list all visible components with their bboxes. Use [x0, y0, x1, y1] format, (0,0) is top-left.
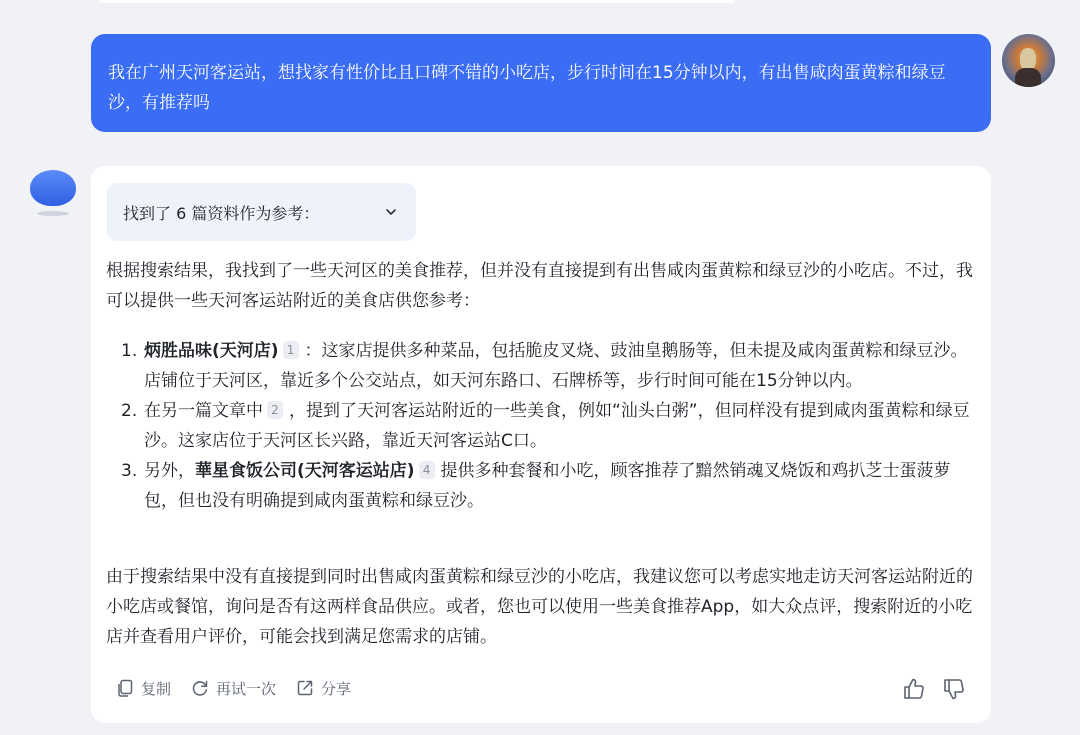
avatar-face: [1020, 48, 1036, 70]
previous-card-edge: [100, 0, 735, 3]
answer-conclusion: 由于搜索结果中没有直接提到同时出售咸肉蛋黄粽和绿豆沙的小吃店，我建议您可以考虑实地走访天河客运站附近的小吃店或餐馆，询问是否有这两样食品供应。或者，您也可以使用一些美食推荐App，如大众点评，搜索附近的小吃店并查看用户评价，可能会找到满足您需求的店铺。: [106, 567, 973, 647]
citation-badge[interactable]: 1: [283, 341, 299, 359]
assistant-message-card: [91, 166, 991, 723]
list-item: [121, 456, 971, 516]
citation-badge[interactable]: 2: [267, 401, 283, 419]
list-item-prefix: 另外，: [144, 461, 195, 481]
user-avatar[interactable]: [1002, 34, 1055, 87]
shop-name: 華星食饭公司(天河客运站店): [195, 461, 415, 481]
share-label: 分享: [321, 679, 352, 698]
retry-button[interactable]: [190, 678, 276, 699]
list-item-number: 3.: [121, 461, 138, 481]
thumbs-up-icon[interactable]: [901, 676, 927, 702]
message-actions: [115, 676, 351, 700]
refresh-icon: [190, 678, 210, 698]
references-label: 找到了 6 篇资料作为参考：: [123, 203, 320, 223]
shop-name: 炳胜品味(天河店): [144, 341, 279, 361]
user-message-bubble: [91, 34, 991, 132]
copy-icon: [115, 678, 135, 698]
share-button[interactable]: [295, 678, 351, 699]
list-item: [121, 336, 971, 396]
thumbs-down-icon[interactable]: [941, 676, 967, 702]
user-message-text: 我在广州天河客运站，想找家有性价比且口碑不错的小吃店，步行时间在15分钟以内，有出售咸肉蛋黄粽和绿豆沙，有推荐吗: [108, 63, 946, 113]
assistant-avatar-shadow: [37, 211, 69, 216]
citation-badge[interactable]: 4: [419, 461, 435, 479]
answer-intro: 根据搜索结果，我找到了一些天河区的美食推荐，但并没有直接提到有出售咸肉蛋黄粽和绿豆沙的小吃店。不过，我可以提供一些天河客运站附近的美食店供您参考：: [106, 261, 973, 311]
list-item: [121, 396, 971, 456]
list-item-number: 2.: [121, 401, 138, 421]
retry-label: 再试一次: [216, 679, 277, 698]
list-item-number: 1.: [121, 341, 138, 361]
list-item-text: ：这家店提供多种菜品，包括脆皮叉烧、豉油皇鹅肠等，但未提及咸肉蛋黄粽和绿豆沙。店铺位于天河区，靠近多个公交站点，如天河东路口、石牌桥等，步行时间可能在15分钟以内。: [144, 341, 968, 391]
chevron-down-icon: [382, 203, 400, 221]
list-item-prefix: 在另一篇文章中: [144, 401, 263, 421]
share-icon: [295, 678, 315, 698]
recommendation-list: [121, 336, 971, 516]
assistant-avatar: [30, 170, 76, 206]
list-item-text: ，提到了天河客运站附近的一些美食，例如“汕头白粥”，但同样没有提到咸肉蛋黄粽和绿豆沙。这家店位于天河区长兴路，靠近天河客运站C口。: [144, 401, 970, 451]
list-item-text: 提供多种套餐和小吃，顾客推荐了黯然销魂叉烧饭和鸡扒芝士蛋菠萝包，但也没有明确提到咸肉蛋黄粽和绿豆沙。: [144, 461, 951, 511]
avatar-body: [1015, 68, 1041, 87]
feedback-buttons: [901, 676, 967, 702]
copy-label: 复制: [141, 679, 172, 698]
references-toggle[interactable]: [107, 183, 416, 241]
copy-button[interactable]: [115, 678, 171, 699]
